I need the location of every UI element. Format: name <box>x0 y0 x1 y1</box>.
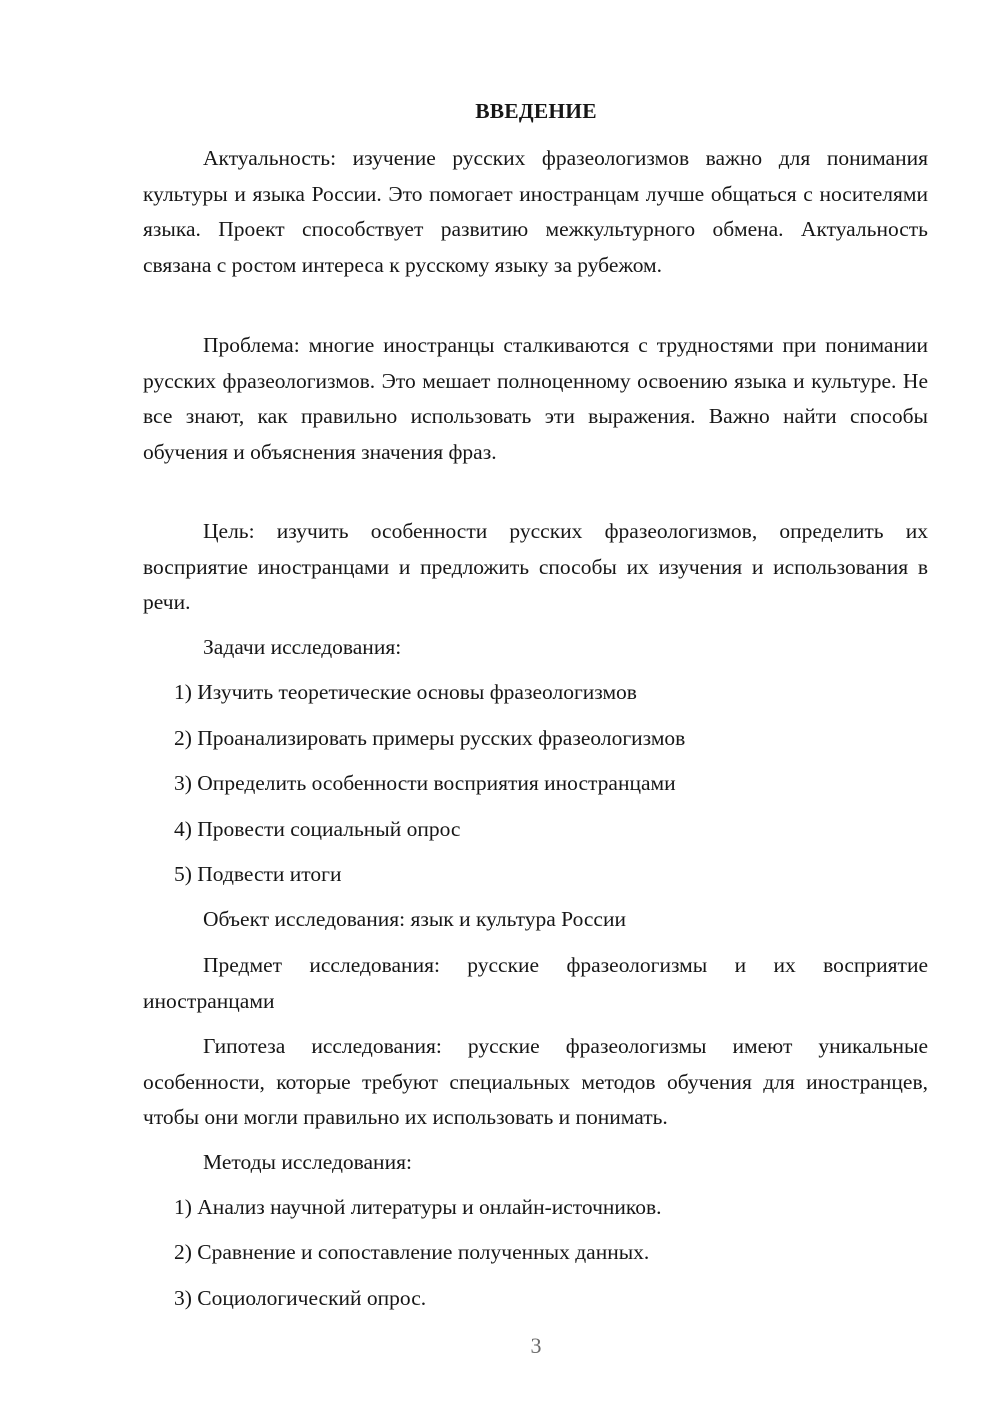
object-line: Объект исследования: язык и культура России <box>203 907 626 931</box>
relevance-paragraph: Актуальность: изучение русских фразеологизмов важно для понимания культуры и языка России. Это помогает иностранцам лучше общаться с носителями языка. Проект способствует развитию межкультурного обмена. Актуальность связана с ростом интереса к русскому языку за рубежом. <box>143 146 928 277</box>
method-item: 1) Анализ научной литературы и онлайн-источников. <box>174 1195 662 1219</box>
page-title: ВВЕДЕНИЕ <box>475 99 597 123</box>
page-number: 3 <box>530 1333 542 1358</box>
task-item: 2) Проанализировать примеры русских фразеологизмов <box>174 726 686 750</box>
goal-paragraph: Цель: изучить особенности русских фразеологизмов, определить их восприятие иностранцами и предложить способы их изучения и использования в речи. <box>143 519 928 614</box>
method-item: 2) Сравнение и сопоставление полученных данных. <box>174 1240 650 1264</box>
task-item: 3) Определить особенности восприятия иностранцами <box>174 771 676 795</box>
methods-heading: Методы исследования: <box>203 1150 412 1174</box>
task-item: 4) Провести социальный опрос <box>174 817 461 841</box>
problem-paragraph: Проблема: многие иностранцы сталкиваются с трудностями при понимании русских фразеологизмов. Это мешает полноценному освоению языка и культуре. Не все знают, как правильно использовать эти выражения. Важно найти способы обучения и объяснения значения фраз. <box>143 333 928 464</box>
task-item: 1) Изучить теоретические основы фразеологизмов <box>174 680 637 704</box>
hypothesis-paragraph: Гипотеза исследования: русские фразеологизмы имеют уникальные особенности, которые требуют специальных методов обучения для иностранцев, чтобы они могли правильно их использовать и понимать. <box>143 1034 928 1129</box>
subject-paragraph: Предмет исследования: русские фразеологизмы и их восприятие иностранцами <box>143 953 928 1013</box>
method-item: 3) Социологический опрос. <box>174 1286 427 1310</box>
tasks-heading: Задачи исследования: <box>203 635 402 659</box>
task-item: 5) Подвести итоги <box>174 862 342 886</box>
